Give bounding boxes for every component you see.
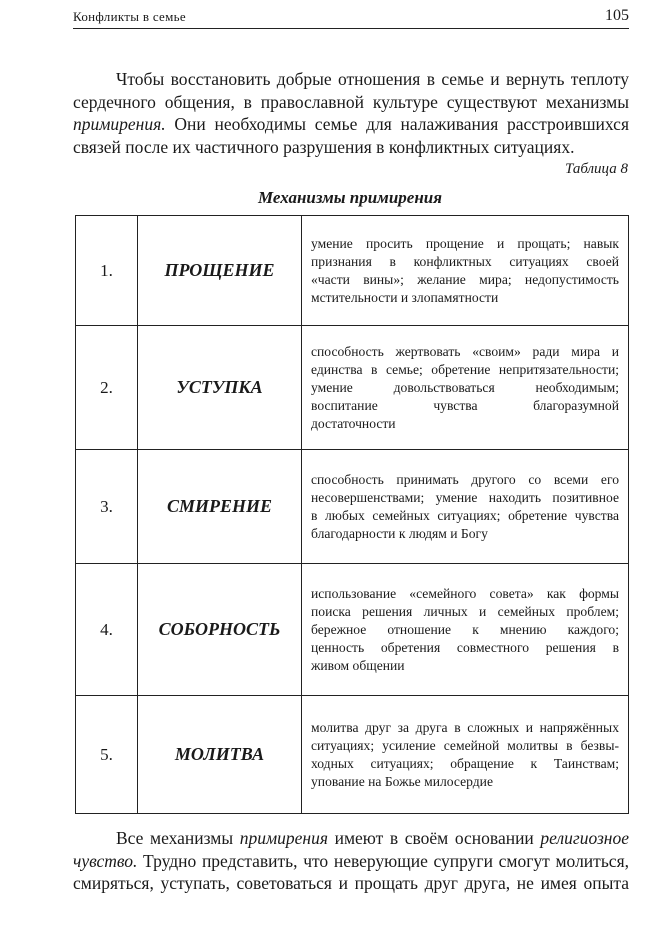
description-line: ценность обретения совместного решения в	[311, 639, 619, 655]
mechanism-name: УСТУПКА	[138, 326, 302, 450]
mechanism-description	[302, 216, 629, 326]
table-label: Таблица 8	[565, 161, 628, 177]
description-line: бережное отношение к мнению каждого;	[311, 621, 619, 637]
intro-line: примирения. Они необходимы семье для налаживания расстроившихся	[73, 114, 629, 134]
table-row	[76, 696, 629, 814]
description-line: умение довольствоваться необходимым;	[311, 379, 619, 395]
row-number: 1.	[76, 216, 138, 326]
closing-line: чувство. Трудно представить, что неверующие супруги смогут молиться,	[73, 850, 629, 871]
emphasis-primirenia: примирения	[239, 828, 328, 848]
table-row	[76, 326, 629, 450]
running-header	[73, 6, 629, 29]
table-row	[76, 216, 629, 326]
description-line: достаточности	[311, 415, 396, 431]
description-line: «части вины»; желание мира; недопустимость	[311, 271, 619, 287]
table-title: Механизмы примирения	[258, 188, 442, 207]
mechanism-description	[302, 326, 629, 450]
closing-paragraph	[73, 827, 629, 895]
description-line: единства в семье; обретение непритязательности;	[311, 361, 619, 377]
mechanism-name: ПРОЩЕНИЕ	[138, 216, 302, 326]
mechanism-description	[302, 696, 629, 814]
intro-line: связей после их частичного разрушения в конфликтных ситуациях.	[73, 136, 575, 157]
description-line: поиска решения личных и семейных проблем;	[311, 603, 619, 619]
closing-line: смиряться, уступать, советоваться и прощать друг друга, не имея опыта	[73, 873, 629, 893]
closing-line: Все механизмы примирения имеют в своём основании религиозное	[116, 828, 629, 848]
description-line: упование на Божье милосердие	[311, 773, 493, 789]
description-line: ситуациях; усиление семейной молитвы в безвы-	[311, 737, 619, 753]
mechanism-name: МОЛИТВА	[138, 696, 302, 814]
mechanism-description	[302, 564, 629, 696]
description-line: использование «семейного совета» как формы	[311, 585, 619, 601]
table-row	[76, 564, 629, 696]
mechanisms-table	[75, 215, 629, 814]
intro-line: Чтобы восстановить добрые отношения в семье и вернуть теплоту	[116, 69, 629, 89]
intro-line: сердечного общения, в православной культуре существуют механизмы	[73, 91, 629, 112]
description-line: умение просить прощение и прощать; навык	[311, 235, 619, 251]
emphasis-religioznoe: религиозное	[540, 828, 629, 848]
description-line: воспитание чувства благоразумной	[311, 397, 619, 413]
description-line: ходных ситуациях; обращение к Таинствам;	[311, 755, 619, 771]
description-line: молитва друг за друга в сложных и напряжённых	[311, 719, 619, 735]
page-number: 105	[605, 7, 629, 24]
description-line: способность принимать другого со всеми его	[311, 471, 619, 487]
mechanism-description	[302, 450, 629, 564]
description-line: несовершенствами; умение находить позитивное	[311, 489, 619, 505]
row-number: 2.	[76, 326, 138, 450]
intro-paragraph	[73, 68, 629, 158]
row-number: 3.	[76, 450, 138, 564]
row-number: 5.	[76, 696, 138, 814]
running-header-title: Конфликты в семье	[73, 9, 186, 24]
description-line: живом общении	[311, 657, 405, 673]
description-line: мстительности и злопамятности	[311, 289, 499, 305]
description-line: признания в конфликтных ситуациях своей	[311, 253, 619, 269]
mechanism-name: СМИРЕНИЕ	[138, 450, 302, 564]
description-line: способность жертвовать «своим» ради мира и	[311, 343, 619, 359]
emphasis-primirenie: примирения.	[73, 114, 166, 134]
mechanism-name: СОБОРНОСТЬ	[138, 564, 302, 696]
table-row	[76, 450, 629, 564]
emphasis-chuvstvo: чувство.	[73, 850, 138, 871]
description-line: благодарности к людям и Богу	[311, 525, 488, 541]
description-line: в любых семейных ситуациях; обретение чувства	[311, 507, 619, 523]
row-number: 4.	[76, 564, 138, 696]
